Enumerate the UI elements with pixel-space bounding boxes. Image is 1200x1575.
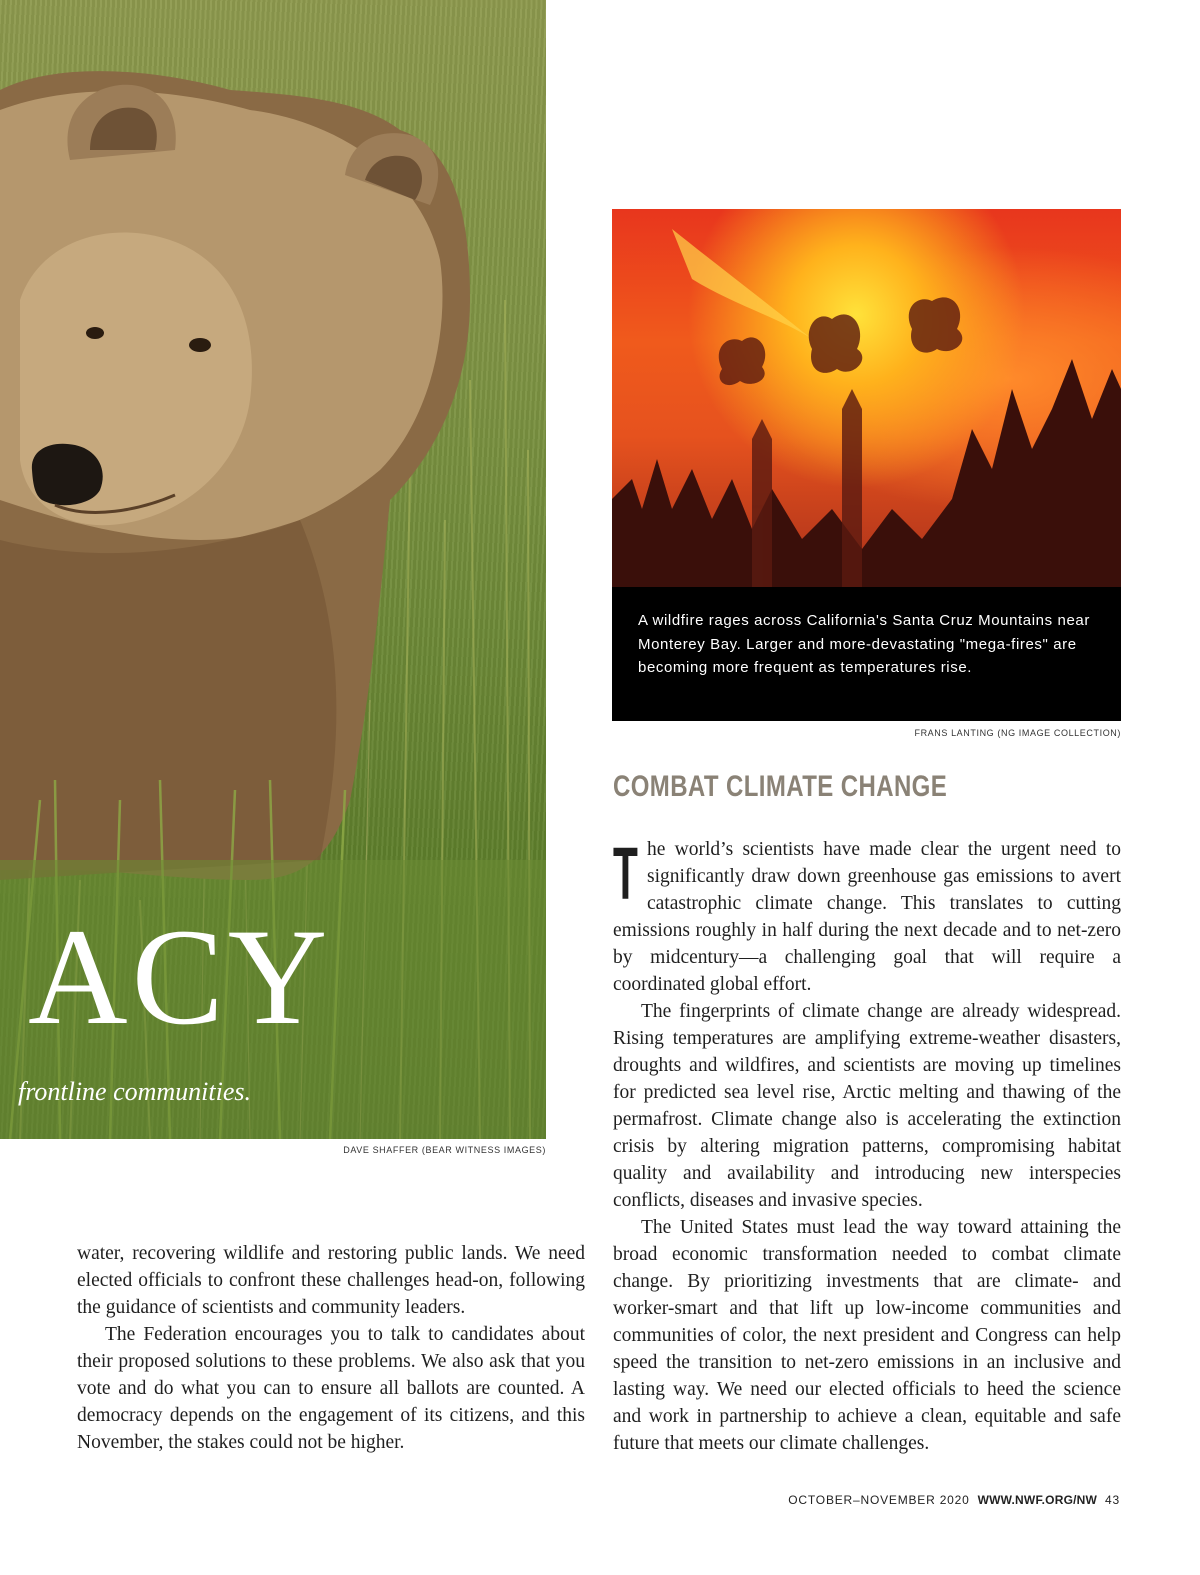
headline-fragment: ACY [28, 900, 332, 1053]
article-paragraph: The United States must lead the way toward attaining the broad economic transformation needed to combat climate change. By prioritizing investments that are climate- and worker-smart and that lift up low-income communities and communities of color, the next president and Congress can help speed the transition to net-zero emissions in an inclusive and lasting way. We need our elected officials to heed the science and work in partnership to achieve a clean, equitable and safe future that meets our climate challenges. [613, 1217, 1121, 1454]
article-paragraph: The Federation encourages you to talk to candidates about their proposed solutions to these problems. We also ask that you vote and do what you can to ensure all ballots are counted. A democracy depends on the engagement of its citizens, and this November, the stakes could not be higher. [77, 1324, 585, 1453]
article-paragraph: water, recovering wildlife and restoring public lands. We need elected officials to confront these challenges head-on, following the guidance of scientists and community leaders. [77, 1243, 585, 1318]
climate-article-body [613, 832, 1121, 1457]
bear-photo [0, 0, 546, 1139]
paragraph-text: he world’s scientists have made clear the urgent need to significantly draw down greenhouse gas emissions to avert catastrophic climate change. This translates to cutting emissions roughly in half during the next decade and to net-zero by midcentury—a challenging goal that will require a coordinated global effort. [613, 839, 1121, 995]
website-link[interactable]: WWW.NWF.ORG/NW [977, 1493, 1098, 1507]
page-footer [788, 1493, 1120, 1507]
article-paragraph [613, 832, 1121, 998]
subtitle-fragment: frontline communities. [18, 1077, 252, 1106]
article-paragraph: The fingerprints of climate change are already widespread. Rising temperatures are amplifying extreme-weather disasters, droughts and wildfires, and scientists are moving up timelines for predicted sea level rise, Arctic melting and thawing of the permafrost. Climate change also is accelerating the extinction crisis by altering migration patterns, compromising habitat quality and availability and introducing new interspecies conflicts, diseases and invasive species. [613, 1001, 1121, 1211]
wildfire-caption-box [612, 587, 1121, 721]
wildfire-photo-credit: FRANS LANTING (NG IMAGE COLLECTION) [914, 728, 1121, 738]
wildfire-photo [612, 209, 1121, 587]
section-headline: COMBAT CLIMATE CHANGE [613, 770, 948, 803]
wildfire-caption: A wildfire rages across California's Santa Cruz Mountains near Monterey Bay. Larger and more-devastating "mega-fires" are becoming more frequent as temperatures rise. [638, 612, 1090, 676]
bear-photo-credit: DAVE SHAFFER (BEAR WITNESS IMAGES) [343, 1145, 546, 1155]
issue-date: OCTOBER–NOVEMBER 2020 [788, 1493, 970, 1507]
wildfire-illustration [612, 209, 1121, 587]
page-number: 43 [1105, 1493, 1120, 1507]
drop-cap: T [613, 832, 638, 915]
democracy-article-body [77, 1240, 585, 1456]
